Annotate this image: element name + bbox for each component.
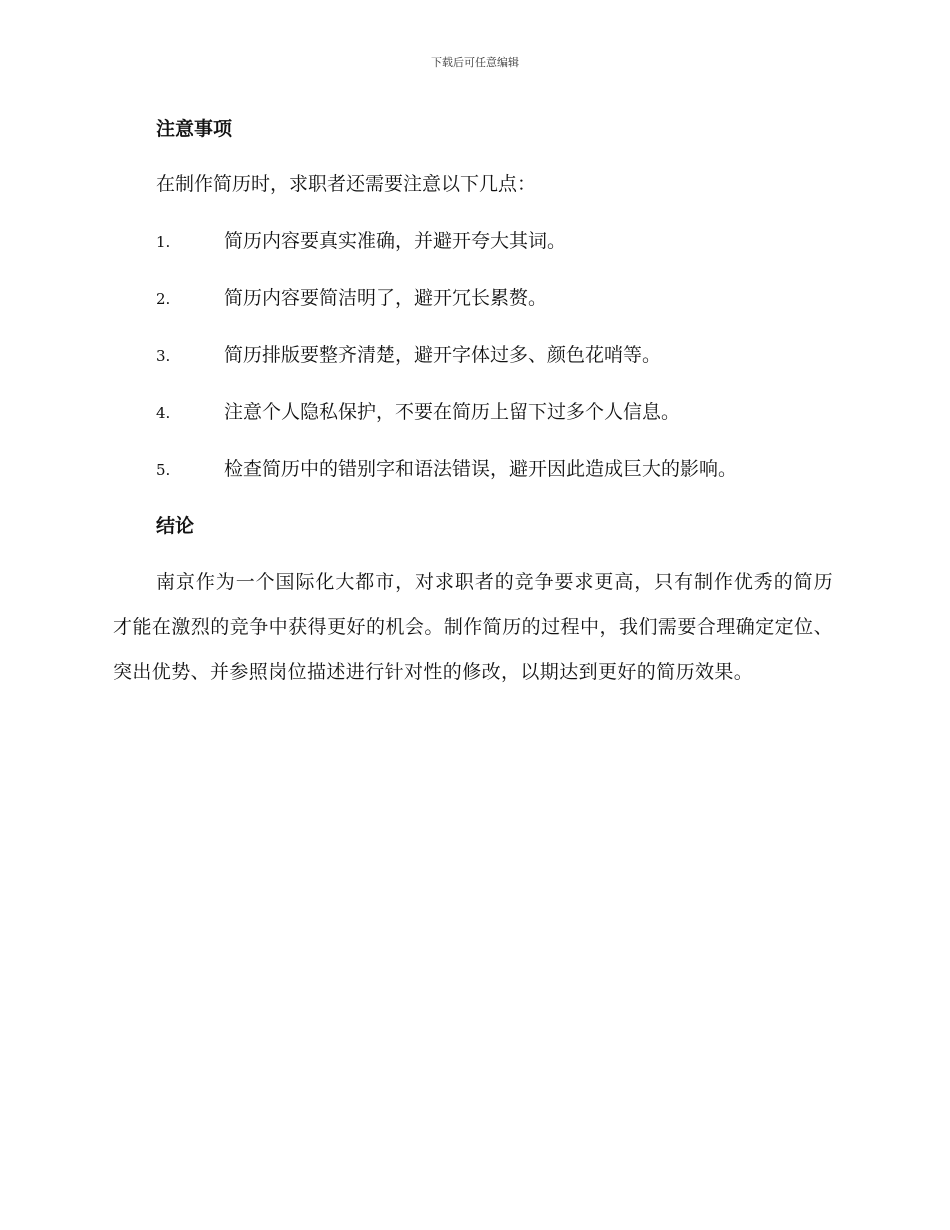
- list-item-number: 2.: [156, 290, 171, 308]
- list-item-number: 3.: [156, 347, 171, 365]
- list-item: [156, 338, 833, 372]
- conclusion-paragraph: 南京作为一个国际化大都市，对求职者的竞争要求更高，只有制作优秀的简历才能在激烈的竞争中获得更好的机会。制作简历的过程中，我们需要合理确定定位、突出优势、并参照岗位描述进行针对性的修改，以期达到更好的简历效果。: [113, 571, 833, 683]
- list-item-text: 简历排版要整齐清楚，避开字体过多、颜色花哨等。: [224, 344, 662, 366]
- list-item-number: 5.: [156, 461, 171, 479]
- header-note: 下载后可任意编辑: [431, 56, 519, 69]
- notes-intro: 在制作简历时，求职者还需要注意以下几点：: [156, 173, 537, 195]
- list-item-number: 4.: [156, 404, 171, 422]
- list-item: [156, 281, 833, 315]
- notes-list: [113, 224, 833, 486]
- conclusion-heading: 结论: [156, 515, 195, 537]
- document-body: [113, 110, 833, 695]
- list-item: [156, 395, 833, 429]
- list-item: [156, 224, 833, 258]
- list-item: [156, 452, 833, 486]
- list-item-text: 检查简历中的错别字和语法错误，避开因此造成巨大的影响。: [224, 458, 738, 480]
- notes-heading: 注意事项: [156, 118, 233, 140]
- list-item-text: 简历内容要真实准确，并避开夸大其词。: [224, 230, 567, 252]
- list-item-text: 注意个人隐私保护，不要在简历上留下过多个人信息。: [224, 401, 681, 423]
- list-item-number: 1.: [156, 233, 171, 251]
- list-item-text: 简历内容要简洁明了，避开冗长累赘。: [224, 287, 548, 309]
